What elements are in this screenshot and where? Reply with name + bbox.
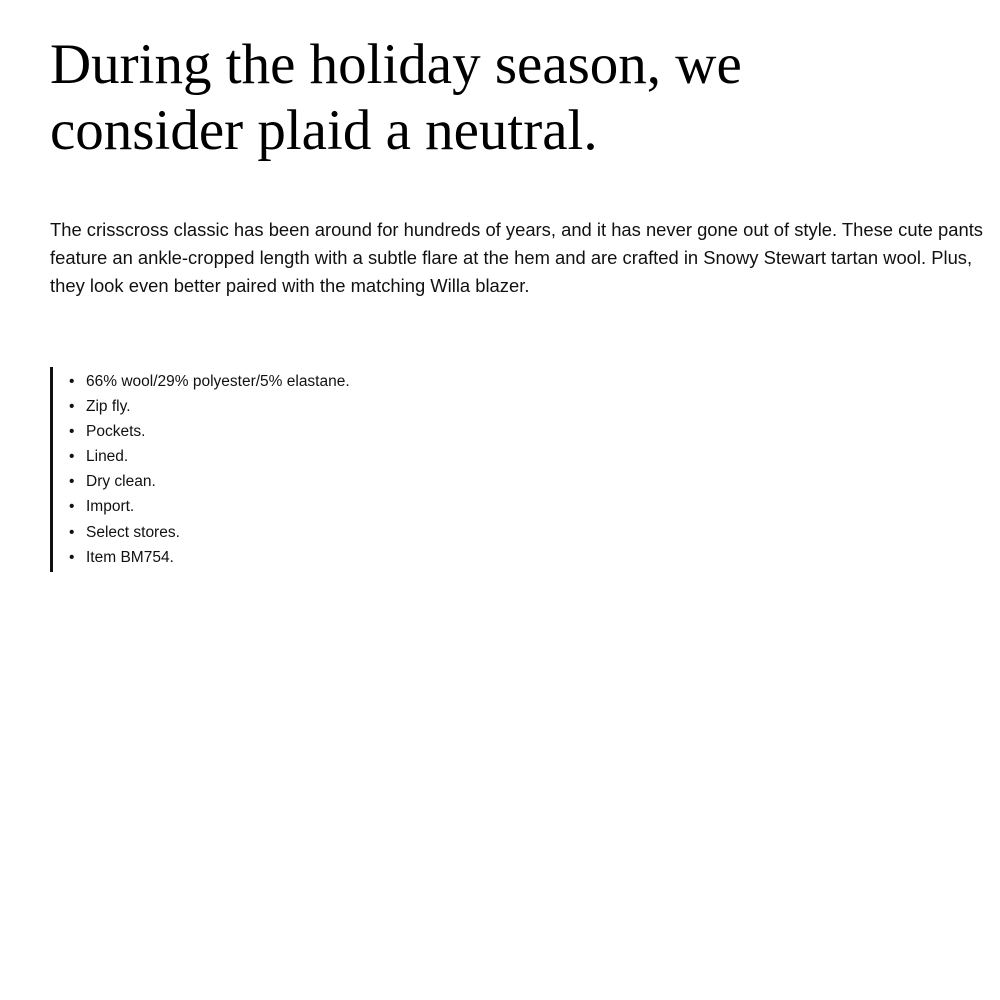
spec-text: Zip fly. [86, 398, 131, 416]
spec-text: Lined. [86, 448, 129, 466]
product-specs [50, 367, 453, 572]
spec-text: Pockets. [86, 423, 146, 441]
product-headline: During the holiday season, we consider plaid a neutral. [50, 33, 742, 162]
spec-text: Select stores. [86, 523, 180, 541]
spec-text: Import. [86, 498, 135, 516]
bullet-icon: • [69, 523, 75, 541]
bullet-icon: • [69, 423, 75, 441]
spec-item [67, 419, 453, 444]
bullet-icon: • [69, 473, 75, 491]
bullet-icon: • [69, 548, 75, 566]
bullet-icon: • [69, 373, 75, 390]
spec-item [67, 545, 453, 570]
spec-text: 66% wool/29% polyester/5% elastane. [86, 373, 350, 390]
spec-item [67, 520, 453, 545]
product-details [50, 32, 990, 572]
spec-item [67, 369, 453, 394]
spec-item [67, 494, 453, 519]
bullet-icon: • [69, 398, 75, 416]
spec-text: Dry clean. [86, 473, 156, 491]
bullet-icon: • [69, 498, 75, 516]
product-description: The crisscross classic has been around for hundreds of years, and it has never gone out of style. These cute pants feature an ankle-cropped length with a subtle flare at the hem and are crafted in Snowy Stewart tartan wool. Plus, they look even better paired with the matching Willa blazer. [50, 219, 983, 296]
specs-list [53, 369, 453, 570]
spec-item [67, 444, 453, 469]
spec-item [67, 394, 453, 419]
spec-text: Item BM754. [86, 548, 174, 566]
bullet-icon: • [69, 448, 75, 466]
spec-item [67, 469, 453, 494]
